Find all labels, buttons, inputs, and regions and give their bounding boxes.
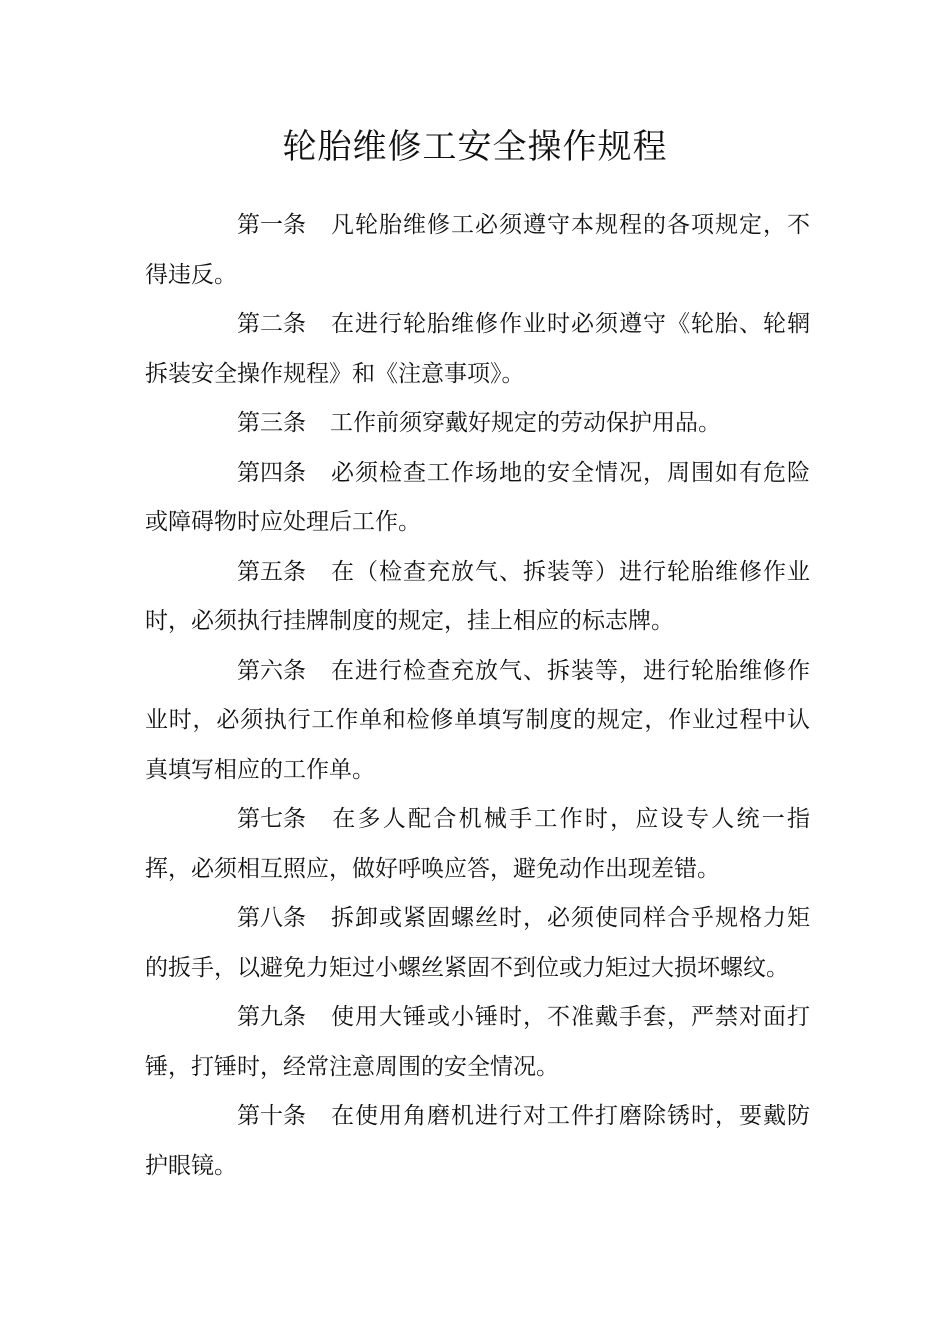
article-9 [145, 993, 810, 1092]
article-text: 必须检查工作场地的安全情况，周围如有危险或障碍物时应处理后工作。 [145, 459, 810, 535]
article-number: 第一条 [237, 212, 306, 238]
article-7 [145, 795, 810, 894]
article-number: 第三条 [237, 410, 306, 436]
article-text: 在（检查充放气、拆装等）进行轮胎维修作业时，必须执行挂牌制度的规定，挂上相应的标志牌。 [145, 558, 810, 634]
article-number: 第七条 [237, 806, 306, 832]
article-6 [145, 647, 810, 796]
article-text: 在进行检查充放气、拆装等，进行轮胎维修作业时，必须执行工作单和检修单填写制度的规定，作业过程中认真填写相应的工作单。 [145, 657, 810, 783]
article-text: 拆卸或紧固螺丝时，必须使同样合乎规格力矩的扳手，以避免力矩过小螺丝紧固不到位或力矩过大损坏螺纹。 [145, 905, 810, 981]
article-number: 第四条 [237, 459, 306, 486]
article-number: 第十条 [237, 1103, 306, 1129]
article-text: 使用大锤或小锤时，不准戴手套，严禁对面打锤，打锤时，经常注意周围的安全情况。 [145, 1004, 810, 1080]
article-text: 在进行轮胎维修作业时必须遵守《轮胎、轮辋拆装安全操作规程》和《注意事项》。 [145, 311, 810, 387]
document-title: 轮胎维修工安全操作规程 [282, 127, 668, 167]
document-body [145, 201, 810, 1191]
article-4 [145, 449, 810, 548]
article-3 [145, 399, 810, 449]
article-text: 工作前须穿戴好规定的劳动保护用品。 [330, 410, 721, 436]
article-number: 第六条 [237, 657, 306, 684]
article-text: 在使用角磨机进行对工件打磨除锈时，要戴防护眼镜。 [145, 1103, 810, 1179]
article-1 [145, 201, 810, 300]
article-10 [145, 1092, 810, 1191]
article-text: 凡轮胎维修工必须遵守本规程的各项规定，不得违反。 [145, 212, 810, 288]
article-5 [145, 548, 810, 647]
article-2 [145, 300, 810, 399]
article-number: 第九条 [237, 1004, 306, 1030]
article-number: 第五条 [237, 558, 306, 585]
article-number: 第八条 [237, 905, 306, 931]
article-8 [145, 894, 810, 993]
article-number: 第二条 [237, 311, 306, 337]
article-text: 在多人配合机械手工作时，应设专人统一指挥，必须相互照应，做好呼唤应答，避免动作出现差错。 [145, 806, 810, 882]
